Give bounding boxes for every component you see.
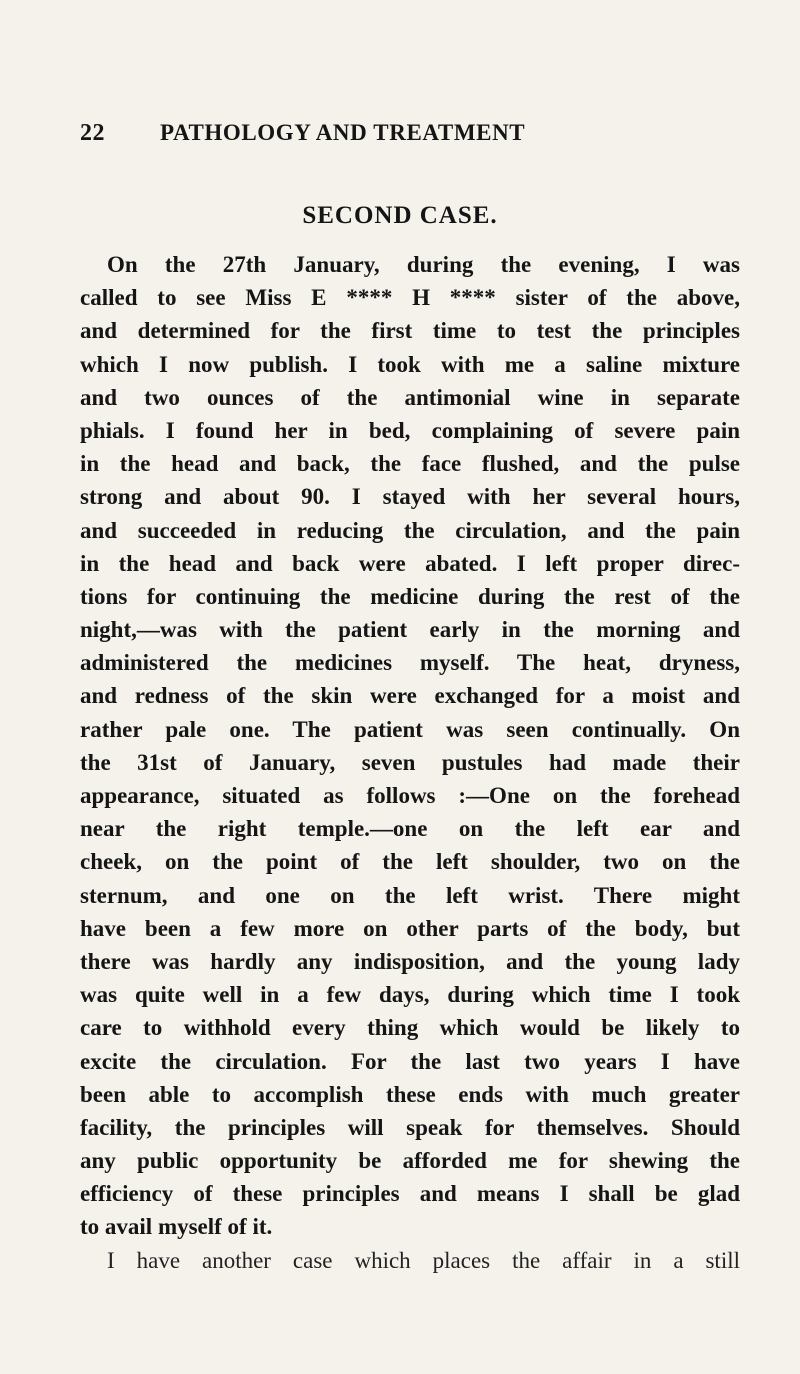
text-line: facility, the principles will speak for themselves. Should xyxy=(80,1114,740,1140)
text-line: have been a few more on other parts of the body, but xyxy=(80,915,740,941)
text-line: was quite well in a few days, during which time I took xyxy=(80,982,740,1008)
text-line: phials. I found her in bed, complaining of severe pain xyxy=(80,417,740,443)
running-title: PATHOLOGY AND TREATMENT xyxy=(160,120,526,145)
text-line: night,—was with the patient early in the morning and xyxy=(80,617,740,643)
text-line: rather pale one. The patient was seen continually. On xyxy=(80,716,740,742)
text-line: in the head and back, the face flushed, and the pulse xyxy=(80,451,740,477)
page-number: 22 xyxy=(80,120,105,146)
section-heading: SECOND CASE. xyxy=(302,202,498,229)
text-line: administered the medicines myself. The heat, dryness, xyxy=(80,650,740,676)
text-line: efficiency of these principles and means I shall be glad xyxy=(80,1181,740,1207)
text-line: and two ounces of the antimonial wine in separate xyxy=(80,384,740,410)
text-line: On the 27th January, during the evening, I was xyxy=(107,252,740,277)
text-line: been able to accomplish these ends with much greater xyxy=(80,1081,740,1107)
text-line: which I now publish. I took with me a saline mixture xyxy=(80,351,740,377)
text-line: and determined for the first time to test the principles xyxy=(80,318,740,344)
text-line: appearance, situated as follows :—One on the forehead xyxy=(80,783,740,808)
text-line: sternum, and one on the left wrist. There might xyxy=(80,882,740,908)
text-line: the 31st of January, seven pustules had made their xyxy=(80,749,740,775)
text-line: tions for continuing the medicine during the rest of the xyxy=(80,583,740,609)
text-line: strong and about 90. I stayed with her several hours, xyxy=(80,484,740,510)
running-head xyxy=(80,120,720,154)
text-line: called to see Miss E **** H **** sister of the above, xyxy=(80,285,740,311)
text-line: to avail myself of it. xyxy=(80,1214,273,1240)
text-line: in the head and back were abated. I left proper direc- xyxy=(80,550,740,576)
text-line: and redness of the skin were exchanged for a moist and xyxy=(80,683,740,709)
text-line: any public opportunity be afforded me for shewing the xyxy=(80,1148,740,1174)
text-line: excite the circulation. For the last two years I have xyxy=(80,1048,740,1074)
text-line: I have another case which places the affair in a still xyxy=(107,1247,740,1273)
body-text xyxy=(80,248,740,1277)
text-line: near the right temple.—one on the left ear and xyxy=(80,816,740,842)
text-line: there was hardly any indisposition, and the young lady xyxy=(80,948,740,974)
text-line: cheek, on the point of the left shoulder, two on the xyxy=(80,849,740,875)
text-line: care to withhold every thing which would be likely to xyxy=(80,1015,740,1041)
text-line: and succeeded in reducing the circulation, and the pain xyxy=(80,517,740,543)
